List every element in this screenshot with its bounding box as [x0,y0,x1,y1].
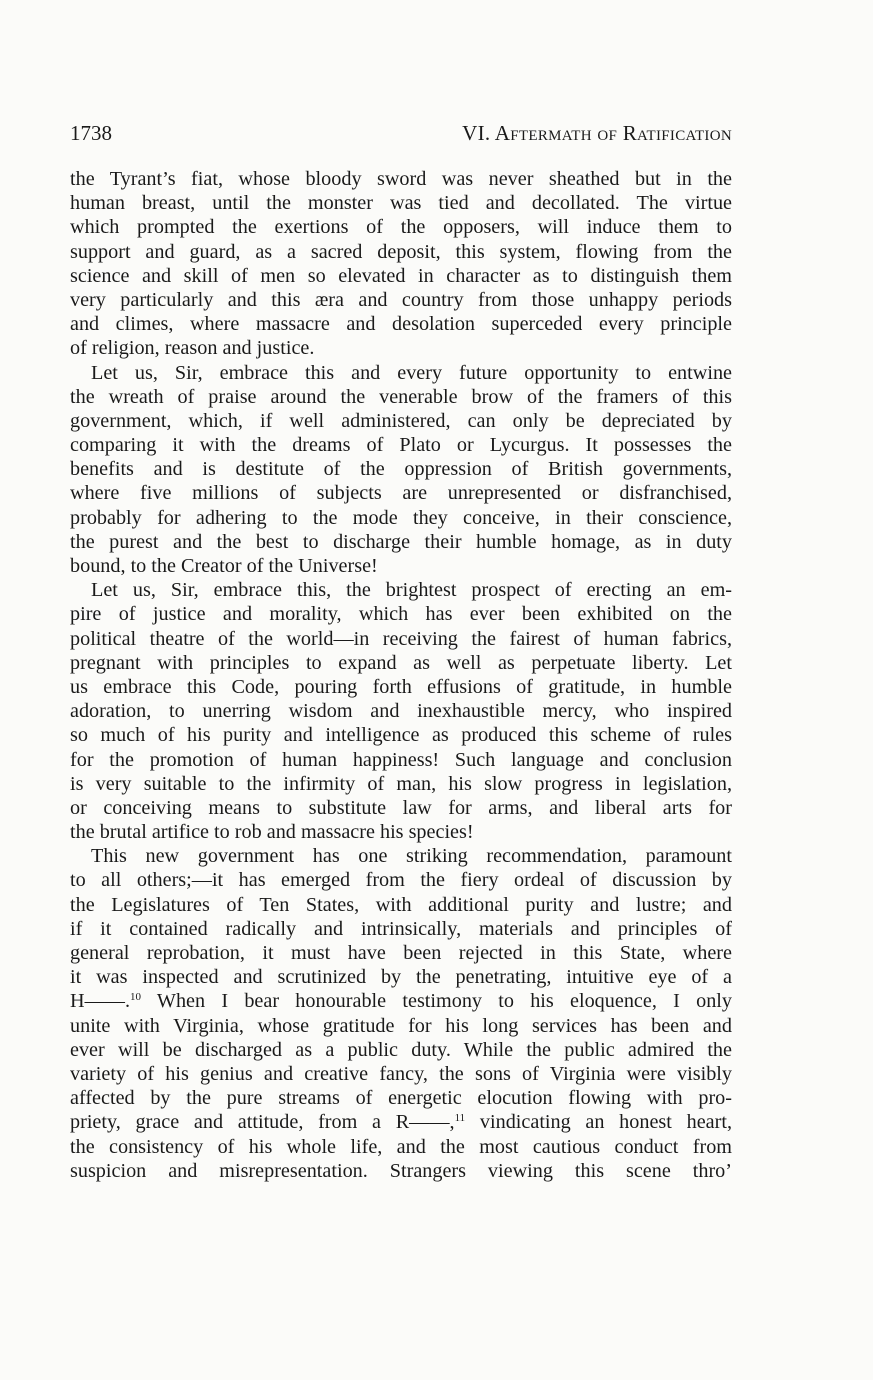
text-line: comparing it with the dreams of Plato or Lycurgus. It possesses the [70,434,732,457]
text-line: probably for adhering to the mode they conceive, in their conscience, [70,506,732,529]
text-line: Let us, Sir, embrace this and every future opportunity to entwine [91,361,732,384]
text-line: it was inspected and scrutinized by the penetrating, intuitive eye of a [70,966,732,989]
page-number: 1738 [70,121,112,145]
text-line: benefits and is destitute of the oppression of British governments, [70,458,732,481]
text-line: and climes, where massacre and desolation superceded every principle [70,313,732,336]
text-line-with-note [70,989,732,1013]
text-line: suspicion and misrepresentation. Strangers viewing this scene thro’ [70,1159,732,1182]
note-line-text: H——. [70,990,131,1013]
text-line: the Tyrant’s fiat, whose bloody sword was never sheathed but in the [70,168,732,190]
footnote-ref-10[interactable]: 10 [130,991,142,1004]
text-line: unite with Virginia, whose gratitude for his long services has been and [70,1014,732,1037]
text-line: affected by the pure streams of energetic elocution flowing with pro- [70,1087,732,1110]
text-line-with-note [70,1110,732,1134]
text-line: or conceiving means to substitute law for arms, and liberal arts for [70,796,732,819]
text-line: where five millions of subjects are unrepresented or disfranchised, [70,482,732,505]
text-line: the wreath of praise around the venerable brow of the framers of this [70,385,732,408]
text-line: the Legislatures of Ten States, with additional purity and lustre; and [70,893,732,916]
text-line: the brutal artifice to rob and massacre his species! [70,821,474,844]
text-line: if it contained radically and intrinsically, materials and principles of [70,917,732,940]
text-line: is very suitable to the infirmity of man, his slow progress in legislation, [70,772,732,795]
text-line: Let us, Sir, embrace this, the brightest prospect of erecting an em- [91,579,732,602]
text-line: adoration, to unerring wisdom and inexhaustible mercy, who inspired [70,700,732,723]
text-line: bound, to the Creator of the Universe! [70,555,378,577]
text-line: pregnant with principles to expand as well as perpetuate liberty. Let [70,651,732,674]
text-line: government, which, if well administered, can only be depreciated by [70,409,732,432]
running-title: VI. Aftermath of Ratification [462,121,732,145]
text-line: pire of justice and morality, which has ever been exhibited on the [70,603,732,626]
text-line: us embrace this Code, pouring forth effusions of gratitude, in humble [70,675,732,698]
text-line: the purest and the best to discharge their humble homage, as in duty [70,530,732,553]
text-line: the consistency of his whole life, and the most cautious conduct from [70,1135,732,1158]
text-line: political theatre of the world—in receiving the fairest of human fabrics, [70,627,732,650]
text-line: which prompted the exertions of the opposers, will induce them to [70,216,732,239]
text-line: very particularly and this æra and country from those unhappy periods [70,288,732,311]
paragraph [70,844,732,1183]
paragraph [70,578,732,844]
text-line: so much of his purity and intelligence as produced this scheme of rules [70,724,732,747]
text-line: science and skill of men so elevated in character as to distinguish them [70,264,732,287]
footnote-ref-11[interactable]: 11 [454,1112,466,1125]
text-line: to all others;—it has emerged from the fiery ordeal of discussion by [70,869,732,892]
note-line-text: priety, grace and attitude, from a R——, [70,1111,455,1134]
text-line: of religion, reason and justice. [70,337,315,360]
text-line: This new government has one striking recommendation, paramount [91,845,732,868]
text-line: human breast, until the monster was tied and decollated. The virtue [70,192,732,215]
text-line: ever will be discharged as a public duty. While the public admired the [70,1038,732,1061]
text-line: support and guard, as a sacred deposit, this system, flowing from the [70,240,732,263]
note-line-text: vindicating an honest heart, [465,1111,732,1134]
text-line: variety of his genius and creative fancy, the sons of Virginia were visibly [70,1062,732,1085]
text-line: general reprobation, it must have been rejected in this State, where [70,942,732,964]
running-head [70,118,732,148]
paragraph [70,361,732,579]
note-line-text: When I bear honourable testimony to his eloquence, I only [141,990,732,1013]
body-text [70,167,732,1183]
paragraph [70,167,732,361]
text-line: for the promotion of human happiness! Such language and conclusion [70,748,732,771]
